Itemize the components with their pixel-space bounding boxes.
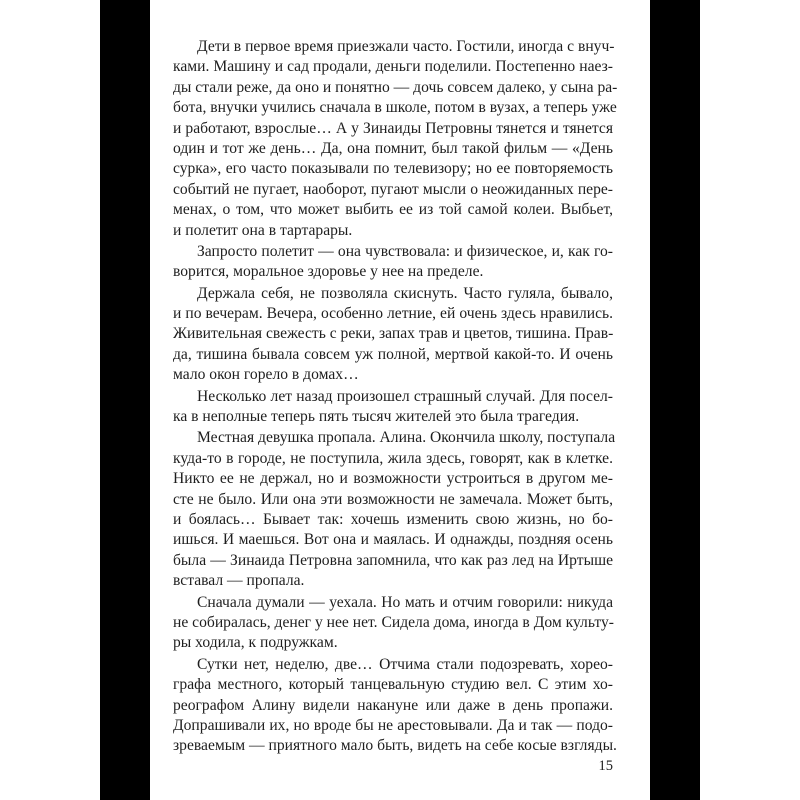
text-line: Никто ее не держал, но и возможности устроиться в другом ме- <box>173 470 613 488</box>
page-number: 15 <box>598 758 613 774</box>
text-line: графа местного, который танцевальную студию вел. С этим хо- <box>173 676 613 694</box>
text-line: ишься. И маешься. Вот она и маялась. И однажды, поздняя осень <box>173 531 613 549</box>
text-line: вставал — пропала. <box>173 572 305 590</box>
text-line: Живительная свежесть с реки, запах трав и цветов, тишина. Прав- <box>173 325 614 343</box>
text-line: ка в неполные теперь пять тысяч жителей это была трагедия. <box>173 408 580 426</box>
text-line: Запросто полетит — она чувствовала: и физическое, и, как го- <box>197 242 613 260</box>
text-line: Несколько лет назад произошел страшный случай. Для посел- <box>197 387 613 405</box>
text-line: бота, внучки учились сначала в школе, потом в вузах, а теперь уже <box>173 99 617 117</box>
right-black-border <box>650 0 700 800</box>
text-line: сурка», его часто показывали по телевизору; но ее повторяемость <box>173 160 613 178</box>
page-body-text <box>173 36 618 757</box>
text-line: ками. Машину и сад продали, деньги поделили. Постепенно наез- <box>173 58 613 76</box>
text-line: Сутки нет, неделю, две… Отчима стали подозревать, хорео- <box>197 655 613 673</box>
text-line: менах, о том, что может выбить ее из той самой колеи. Выбьет, <box>173 201 613 219</box>
text-line: и полетит она в тартарары. <box>173 221 353 239</box>
text-line: зреваемым — приятного мало быть, видеть на себе косые взгляды. <box>173 737 617 755</box>
text-line: и боялась… Бывает так: хочешь изменить свою жизнь, но бо- <box>173 510 613 528</box>
text-line: Дети в первое время приезжали часто. Гостили, иногда с внуч- <box>197 38 615 55</box>
text-line: мало окон горело в домах… <box>173 366 359 384</box>
text-line: была — Зинаида Петровна запомнила, что как раз лед на Иртыше <box>173 551 613 569</box>
text-line: и по вечерам. Вечера, особенно летние, ей очень здесь нравились. <box>173 305 613 323</box>
text-line: один и тот же день… Да, она помнит, был такой фильм — «День <box>173 139 613 157</box>
text-line: реографом Алину видели накануне или даже в день пропажи. <box>173 696 613 714</box>
text-line: не собиралась, денег у нее нет. Сидела дома, иногда в Дом культу- <box>173 613 614 631</box>
text-line: Сначала думали — уехала. Но мать и отчим говорили: никуда <box>197 593 613 611</box>
text-line: куда-то в городе, не поступила, жила здесь, говорят, как в клетке. <box>173 449 613 467</box>
text-line: Допрашивали их, но вроде бы не арестовывали. Да и так — подо- <box>173 716 613 734</box>
text-line: да, тишина бывала совсем уж полной, мертвой какой-то. И очень <box>173 345 613 363</box>
text-line: и работают, взрослые… А у Зинаиды Петровны тянется и тянется <box>173 119 613 137</box>
text-line: Местная девушка пропала. Алина. Окончила школу, поступала <box>197 429 616 447</box>
text-line: событий не пугает, наоборот, пугают мысли о неожиданных пере- <box>173 180 613 198</box>
book-page <box>150 0 650 800</box>
text-line: сте не было. Или она эти возможности не замечала. Может быть, <box>173 490 613 508</box>
text-line: Держала себя, не позволяла скиснуть. Часто гуляла, бывало, <box>197 284 613 302</box>
left-black-border <box>100 0 150 800</box>
text-line: ры ходила, к подружкам. <box>173 634 338 652</box>
text-line: ды стали реже, да оно и понятно — дочь совсем далеко, у сына ра- <box>173 78 618 96</box>
text-line: ворится, моральное здоровье у нее на пределе. <box>173 263 484 281</box>
